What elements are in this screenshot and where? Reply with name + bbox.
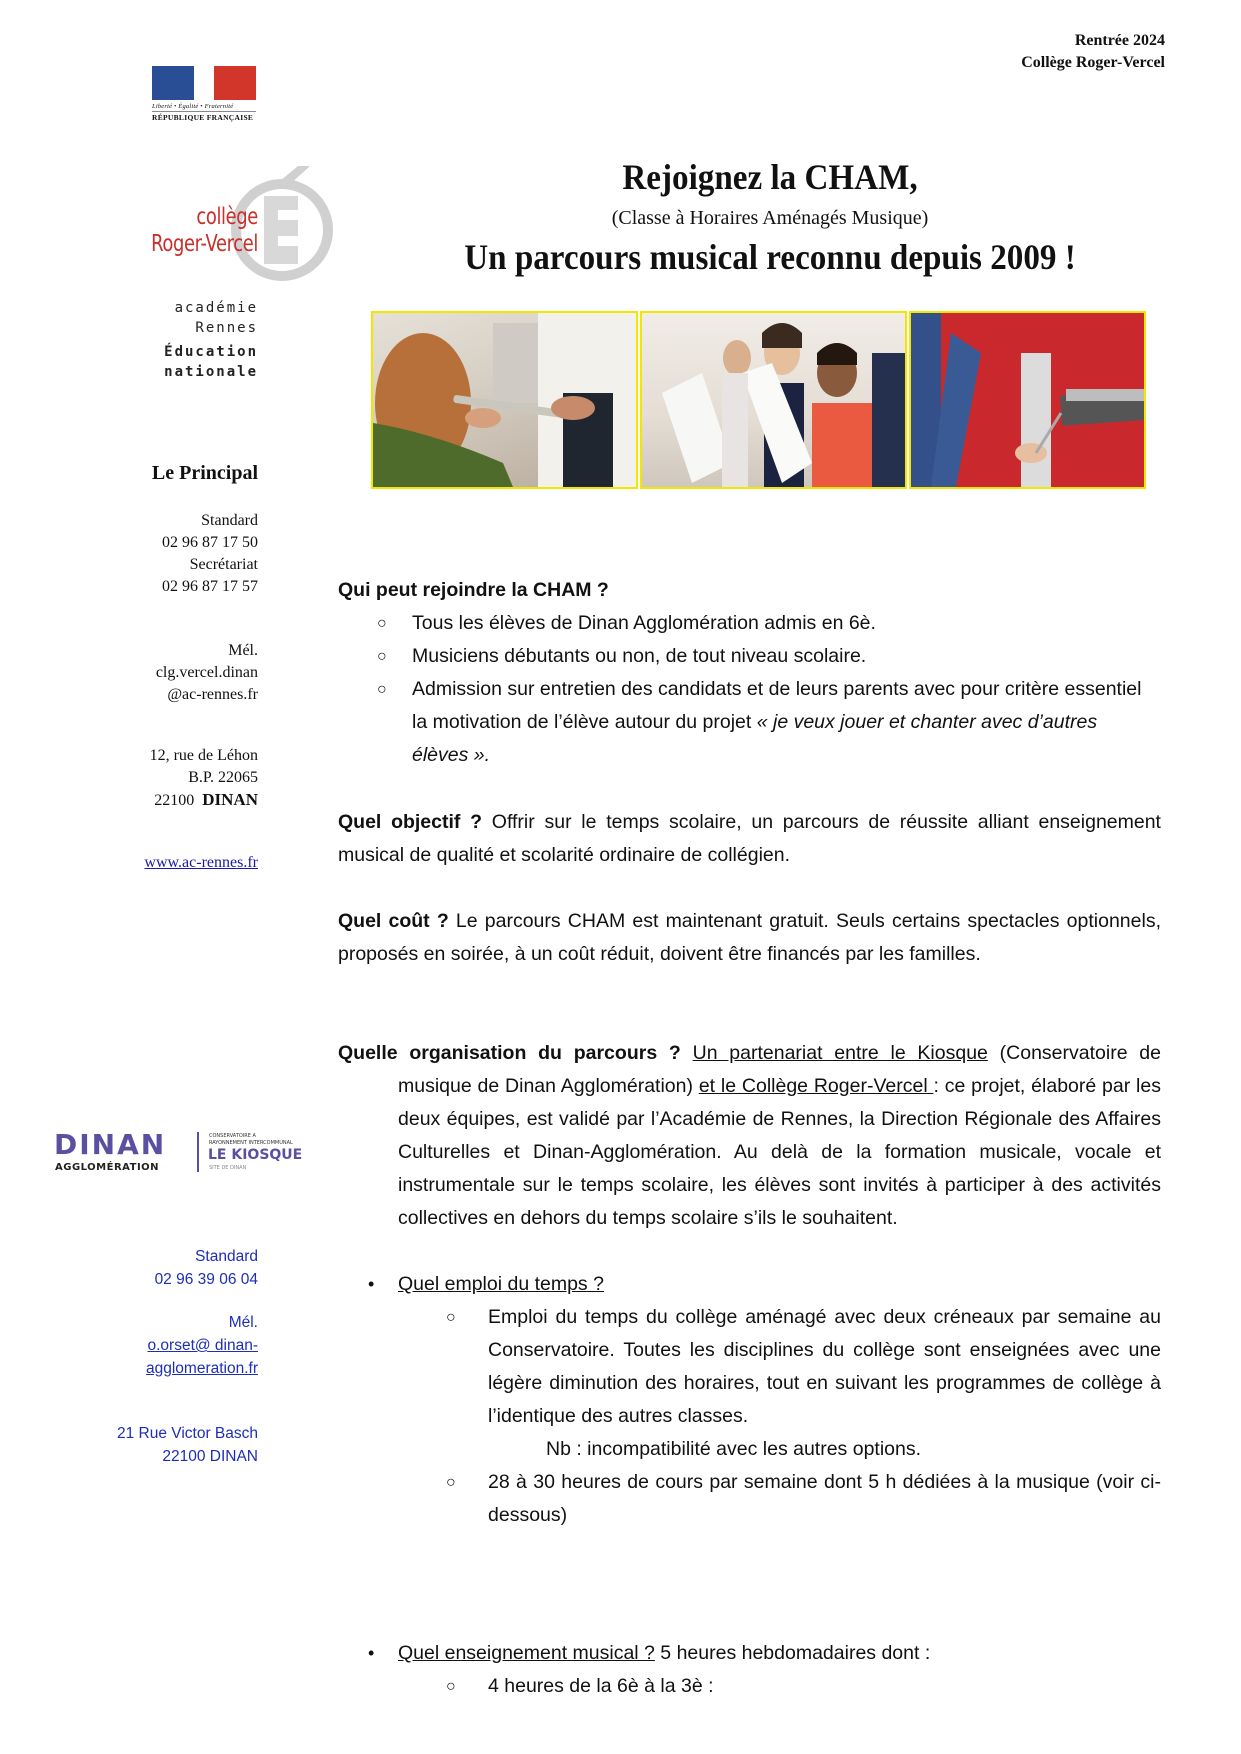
kiosque-email: Mél. o.orset@ dinan- agglomeration.fr: [145, 1314, 258, 1377]
list-item: ○ Emploi du temps du collège aménagé avec deux créneaux par semaine au Conservatoire. Toutes les disciplines du collège sont enseignées avec une légère diminution des horaires, tout en suivant les programmes de collège à l’identique des autres classes.: [446, 1306, 1161, 1427]
project-quote: « je veux jouer et chanter avec d’autres élèves ».: [412, 711, 1098, 766]
section-cout: Quel coût ? Le parcours CHAM est maintenant gratuit. Seuls certains spectacles optionnels, proposés en soirée, à un coût réduit, doivent être financés par les familles.: [338, 910, 1162, 965]
note: Nb : incompatibilité avec les autres options.: [546, 1438, 922, 1460]
section-emploi: • Quel emploi du temps ? ○ Emploi du temps du collège aménagé avec deux créneaux par semaine au Conservatoire. Toutes les disciplines du collège sont enseignées avec une légère diminution des horaires, tout en suivant les programmes de collège à l’identique des autres classes. Nb : incompatibilité avec les autres options. ○ 28 à 30 heures de cours par semaine dont 5 h dédiées à la musique (voir ci-dessous): [338, 1268, 1161, 1532]
list-item: ○ Musiciens débutants ou non, de tout niveau scolaire.: [377, 645, 867, 667]
website-link-container: [144, 852, 258, 874]
principal-heading: Le Principal: [151, 462, 258, 484]
list-item: ○ 4 heures de la 6è à la 3è :: [446, 1675, 714, 1697]
section-qui-heading: Qui peut rejoindre la CHAM ?: [338, 579, 609, 601]
section-enseignement: • Quel enseignement musical ? 5 heures hebdomadaires dont : ○ 4 heures de la 6è à la 3è :: [338, 1637, 1161, 1703]
secretariat-phone: 02 96 87 17 57: [162, 578, 258, 595]
section-cout-heading: Quel coût ?: [338, 910, 449, 932]
section-organisation: Quelle organisation du parcours ? Un partenariat entre le Kiosque (Conservatoire de musique de Dinan Agglomération) et le Collège Roger-Vercel : ce projet, élaboré par les deux équipes, est validé par l’Académie de Rennes, la Direction Régionale des Affaires Culturelles et Dinan-Agglomération. Au delà de la formation musicale, vocale et instrumentale sur le temps scolaire, les élèves sont invités à participer à des activités collectives en dehors du temps scolaire s’ils le souhaitent.: [338, 1042, 1161, 1229]
marianne-flag-icon: [152, 66, 256, 100]
website-link[interactable]: www.ac-rennes.fr: [144, 854, 258, 871]
kiosque-email-link-2[interactable]: agglomeration.fr: [145, 1360, 258, 1377]
page-tagline: Un parcours musical reconnu depuis 2009 !: [464, 237, 1076, 277]
section-objectif: Quel objectif ? Offrir sur le temps scolaire, un parcours de réussite alliant enseignement musical de qualité et scolarité ordinaire de collégien.: [338, 811, 1161, 866]
school-phone-contacts: Standard 02 96 87 17 50 Secrétariat 02 96 87 17 57: [162, 510, 258, 598]
section-organisation-heading: Quelle organisation du parcours ?: [338, 1042, 681, 1064]
section-emploi-heading: Quel emploi du temps ?: [398, 1273, 604, 1295]
marianne-motto: Liberté • Égalité • Fraternité: [152, 103, 256, 112]
section-qui: [338, 574, 1161, 772]
photo-flute-lesson: [371, 311, 638, 489]
kiosque-address: 21 Rue Victor Basch 22100 DINAN: [116, 1425, 258, 1465]
section-enseignement-heading: Quel enseignement musical ?: [398, 1642, 655, 1664]
photo-choir: [640, 311, 907, 489]
school-email: Mél. clg.vercel.dinan @ac-rennes.fr: [155, 642, 258, 703]
marianne-name: RÉPUBLIQUE FRANÇAISE: [152, 113, 254, 122]
dinan-agglomeration-logo: DINAN AGGLOMÉRATION CONSERVATOIRE A RAYONNEMENT INTERCOMMUNAL LE KIOSQUE SITE DE DINAN: [54, 1128, 303, 1173]
republique-francaise-logo: [152, 66, 256, 122]
section-objectif-heading: Quel objectif ?: [338, 811, 483, 833]
kiosque-phone-contact: Standard 02 96 39 06 04: [154, 1248, 258, 1288]
school-address: 12, rue de Léhon B.P. 22065 22100 DINAN: [149, 747, 258, 809]
list-item: ○ 28 à 30 heures de cours par semaine dont 5 h dédiées à la musique (voir ci-dessous): [446, 1471, 1161, 1526]
list-item: ○ Tous les élèves de Dinan Agglomération admis en 6è.: [377, 612, 876, 634]
list-item: ○ Admission sur entretien des candidats et de leurs parents avec pour critère essentiel la motivation de l’élève autour du projet « je veux jouer et chanter avec d’autres élèves ».: [377, 678, 1142, 766]
college-name: collège Roger-Vercel: [151, 204, 258, 257]
header-year: Rentrée 2024: [1074, 32, 1165, 49]
photo-xylophone: [909, 311, 1146, 489]
page-title: Rejoignez la CHAM,: [622, 157, 918, 197]
logo-separator: [197, 1132, 199, 1172]
photo-banner: [371, 311, 1146, 489]
le-kiosque-logo: LE KIOSQUE: [208, 1147, 303, 1163]
academie-label: académie Rennes Éducation nationale: [164, 300, 258, 380]
college-logo: [120, 160, 340, 390]
kiosque-email-link-1[interactable]: o.orset@ dinan-: [147, 1337, 258, 1354]
page-subtitle: (Classe à Horaires Aménagés Musique): [611, 207, 929, 229]
standard-phone: 02 96 87 17 50: [162, 534, 258, 551]
document-header: [1021, 30, 1165, 74]
header-school: Collège Roger-Vercel: [1021, 54, 1165, 71]
